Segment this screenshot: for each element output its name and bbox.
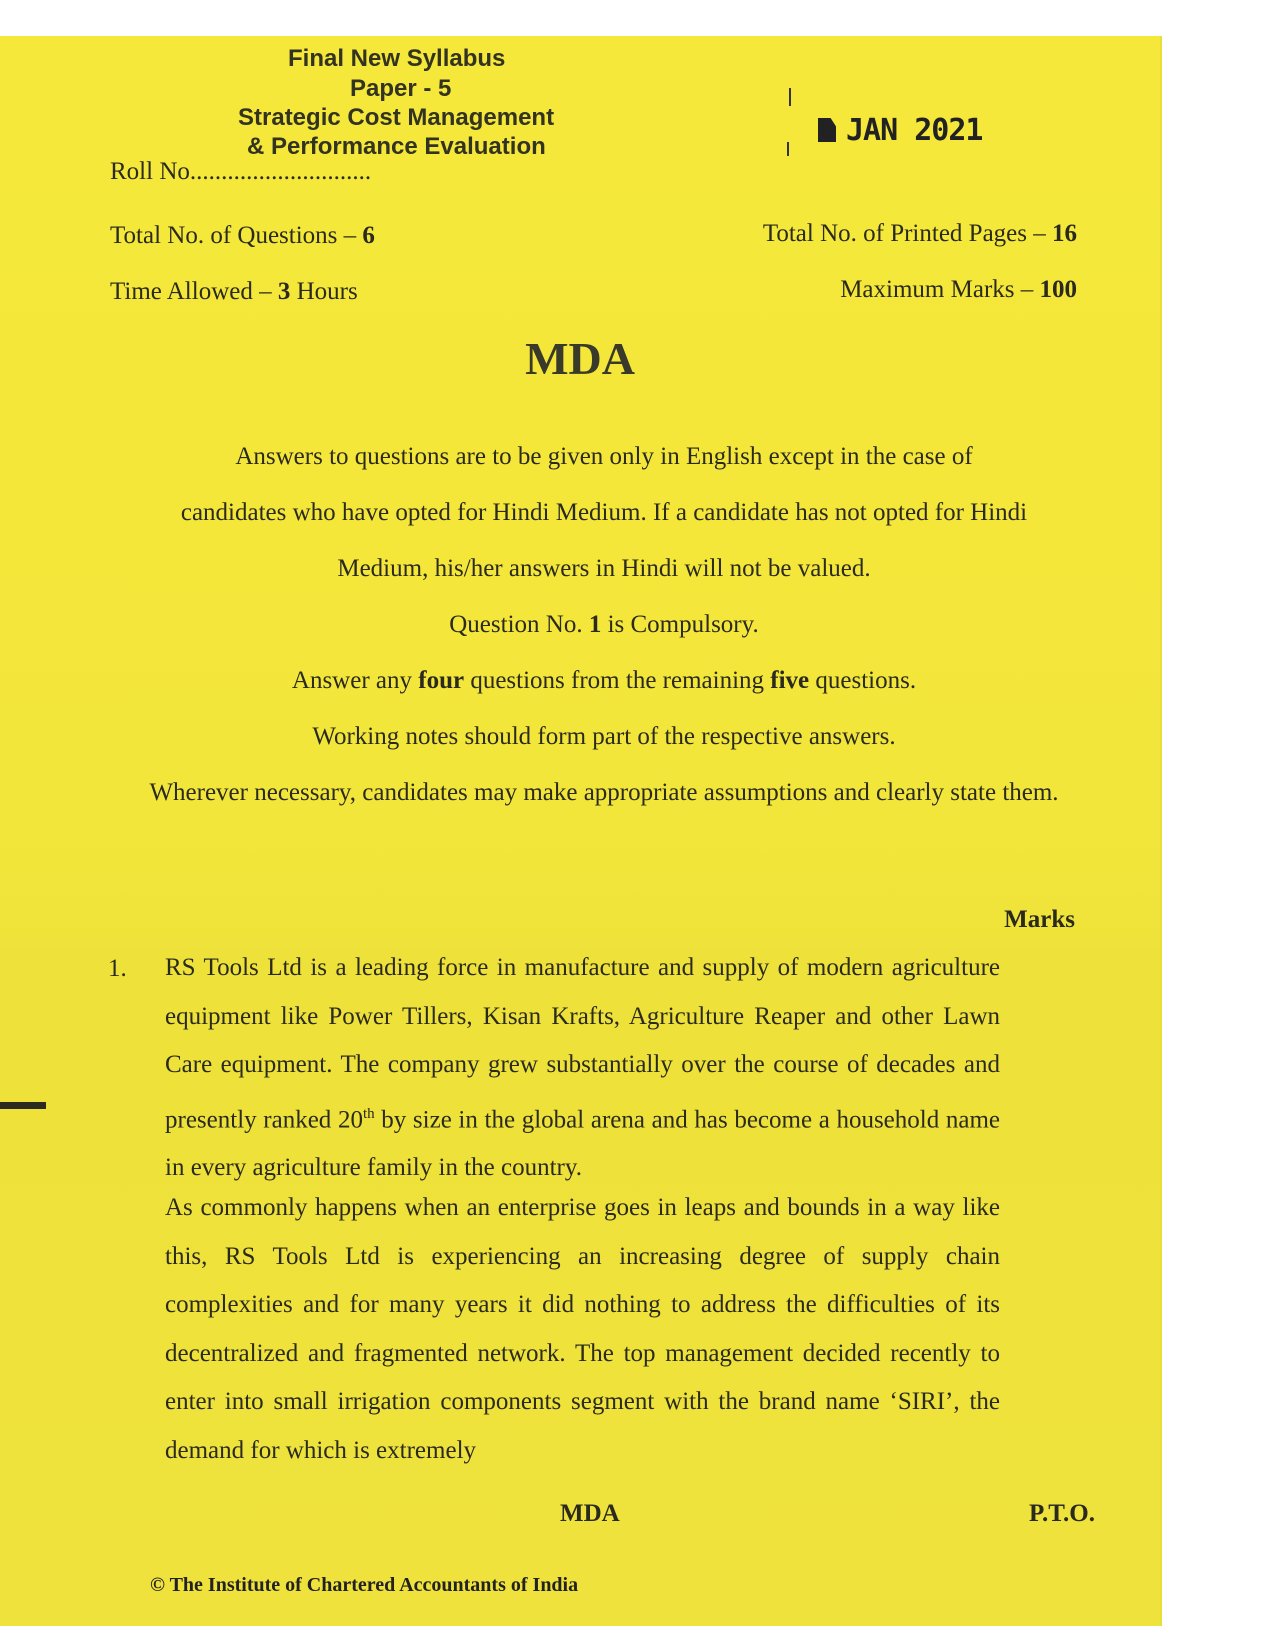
time-allowed xyxy=(110,278,358,306)
syllabus-label: Final New Syllabus xyxy=(288,45,506,72)
marks-heading: Marks xyxy=(1004,906,1075,933)
footer-copyright: © The Institute of Chartered Accountants of India xyxy=(150,1574,579,1596)
question-1-paragraph-1: RS Tools Ltd is a leading force in manufacture and supply of modern agriculture equipment like Power Tillers, Kisan Krafts, Agriculture Reaper and other Lawn Care equipment. The company grew substantially over the course of decades and presently ranked 20th by size in the global arena and has become a household name in every agriculture family in the country. xyxy=(165,954,1000,1182)
instruction-line-7: Wherever necessary, candidates may make appropriate assumptions and clearly state them. xyxy=(149,779,1059,806)
instruction-line-1: Answers to questions are to be given only in English except in the case of xyxy=(235,443,973,470)
total-questions xyxy=(110,222,375,250)
date-stamp-text: JAN 2021 xyxy=(846,113,983,148)
total-pages xyxy=(763,220,1077,248)
question-number: 1. xyxy=(108,955,127,982)
total-questions-value: 6 xyxy=(362,222,375,249)
total-pages-label: Total No. of Printed Pages – xyxy=(762,220,1052,247)
instruction-line-5: Answer any four questions from the remaining five questions. xyxy=(291,667,917,694)
time-value: 3 xyxy=(277,278,291,305)
stamp-digit-mark xyxy=(818,118,836,142)
instruction-line-2: candidates who have opted for Hindi Medium. If a candidate has not opted for Hindi xyxy=(180,499,1028,526)
stamp-tick-mark xyxy=(789,88,791,106)
max-marks-value: 100 xyxy=(1039,276,1077,303)
instruction-line-3: Medium, his/her answers in Hindi will not be valued. xyxy=(337,555,871,582)
instruction-line-4: Question No. 1 is Compulsory. xyxy=(449,611,759,638)
paper-code: MDA xyxy=(525,333,635,384)
total-questions-label: Total No. of Questions – xyxy=(110,222,363,249)
roll-no-label: Roll No. xyxy=(110,158,197,185)
subject-line-1: Strategic Cost Management xyxy=(238,104,555,131)
time-unit: Hours xyxy=(290,278,358,305)
paper-label: Paper - 5 xyxy=(350,75,452,102)
date-stamp xyxy=(818,113,983,148)
margin-mark xyxy=(0,1102,46,1109)
subject-line-2: & Performance Evaluation xyxy=(247,133,546,160)
stamp-tick-mark-lower xyxy=(787,142,789,156)
total-pages-value: 16 xyxy=(1052,220,1077,247)
maximum-marks xyxy=(840,276,1077,304)
time-label: Time Allowed – xyxy=(110,278,278,305)
instruction-line-6: Working notes should form part of the respective answers. xyxy=(312,723,896,750)
max-marks-label: Maximum Marks – xyxy=(840,276,1040,303)
roll-no-dots: ............................ xyxy=(196,158,372,185)
footer-code: MDA xyxy=(560,1500,620,1527)
footer-pto: P.T.O. xyxy=(1029,1500,1095,1527)
question-1-paragraph-2: As commonly happens when an enterprise goes in leaps and bounds in a way like this, RS Tools Ltd is experiencing an increasing degree of supply chain complexities and for many years it did nothing to address the difficulties of its decentralized and fragmented network. The top management decided recently to enter into small irrigation components segment with the brand name ‘SIRI’, the demand for which is extremely xyxy=(165,1194,1000,1464)
roll-no xyxy=(110,158,371,186)
